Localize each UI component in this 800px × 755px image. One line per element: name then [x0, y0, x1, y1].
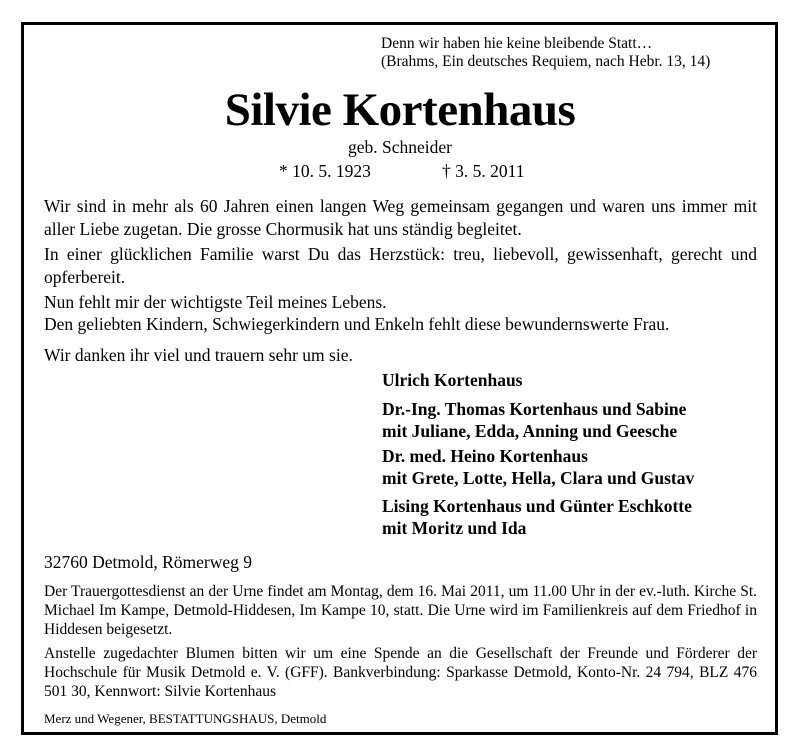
paragraph-3-line-2: Den geliebten Kindern, Schwiegerkindern und Enkeln fehlt diese bewundernswerte Frau.	[44, 314, 670, 334]
birth-date: * 10. 5. 1923	[279, 161, 371, 181]
paragraph-4: Wir danken ihr viel und trauern sehr um sie.	[44, 345, 353, 365]
donation-info: Anstelle zugedachter Blumen bitten wir um eine Spende an die Gesellschaft der Freunde und Förderer der Hochschule für Musik Detmold e. V. (GFF). Bankverbindung: Sparkasse Detmold, Konto-Nr. 24 794, BLZ 476 501 30, Kennwort: Silvie Kortenhaus	[44, 645, 757, 700]
address: 32760 Detmold, Römerweg 9	[44, 552, 253, 572]
deceased-name: Silvie Kortenhaus	[224, 84, 576, 136]
motto-line-2: (Brahms, Ein deutsches Requiem, nach Hebr. 13, 14)	[381, 53, 711, 70]
paragraph-3-line-1: Nun fehlt mir der wichtigste Teil meines Lebens.	[44, 292, 387, 312]
death-date: † 3. 5. 2011	[442, 161, 525, 181]
paragraph-2: In einer glücklichen Familie warst Du das Herzstück: treu, liebevoll, gewissenhaft, gerecht und opferbereit.	[44, 244, 757, 287]
paragraph-1: Wir sind in mehr als 60 Jahren einen langen Weg gemeinsam gegangen und waren uns immer mit aller Liebe zugetan. Die grosse Chormusik hat uns ständig begleitet.	[44, 196, 757, 239]
funeral-home: Merz und Wegener, BESTATTUNGSHAUS, Detmold	[44, 711, 327, 726]
birth-name: geb. Schneider	[348, 137, 452, 157]
mourner-1: Ulrich Kortenhaus	[382, 370, 523, 390]
mourner-2-children: mit Juliane, Edda, Anning und Geesche	[382, 421, 678, 441]
mourner-2: Dr.-Ing. Thomas Kortenhaus und Sabine	[382, 399, 687, 419]
service-info: Der Trauergottesdienst an der Urne findet am Montag, dem 16. Mai 2011, um 11.00 Uhr in der ev.-luth. Kirche St. Michael Im Kampe, Detmold-Hiddesen, Im Kampe 10, statt. Die Urne wird im Familienkreis auf dem Friedhof in Hiddesen beigesetzt.	[44, 583, 757, 638]
motto-line-1: Denn wir haben hie keine bleibende Statt…	[381, 35, 653, 52]
mourner-3: Dr. med. Heino Kortenhaus	[382, 446, 588, 466]
mourner-3-children: mit Grete, Lotte, Hella, Clara und Gustav	[382, 468, 695, 488]
mourner-4: Lising Kortenhaus und Günter Eschkotte	[382, 496, 692, 516]
mourner-4-children: mit Moritz und Ida	[382, 518, 527, 538]
